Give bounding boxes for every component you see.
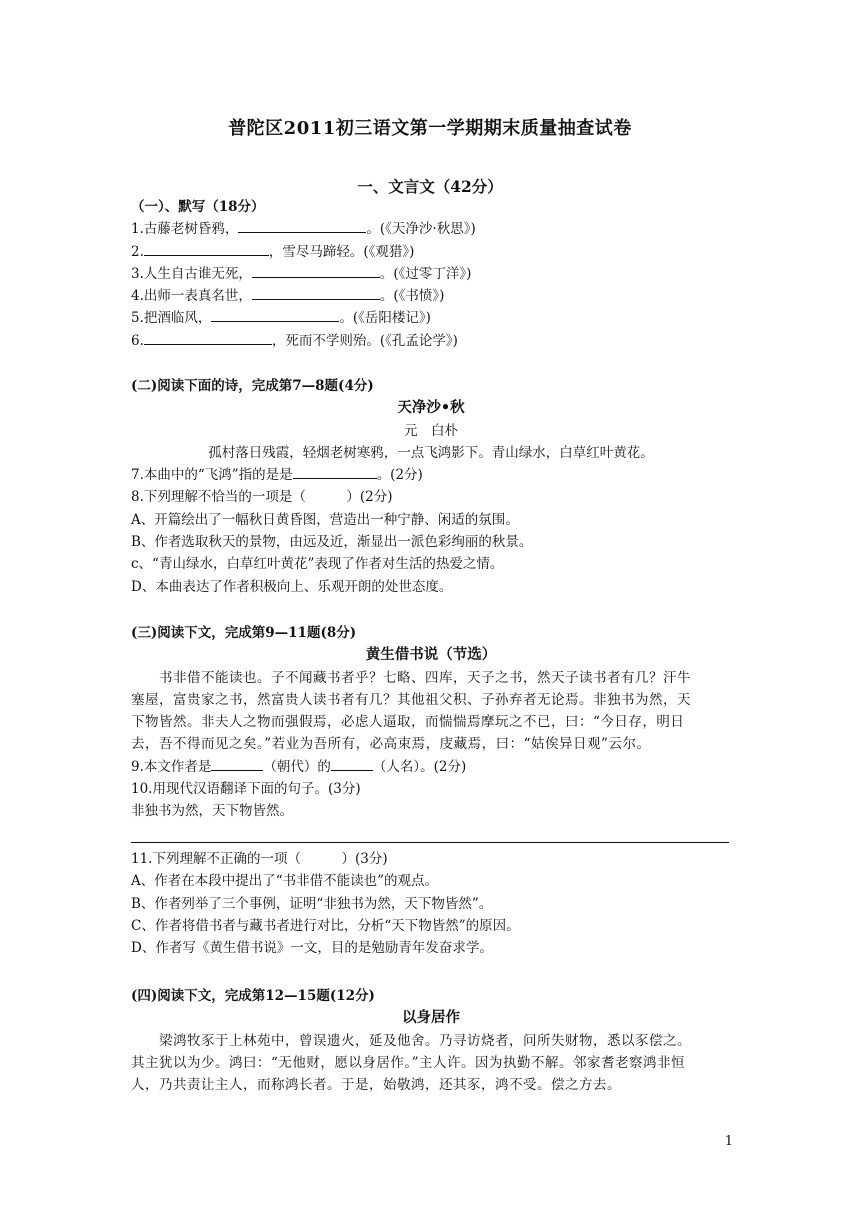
question-3: 3.人生自古谁无死， 。(《过零丁洋》)	[131, 263, 731, 285]
translation-sentence: 非独书为然，天下物皆然。	[131, 803, 293, 820]
question-1: 1.古藤老树昏鸦， 。(《天净沙·秋思》)	[131, 218, 731, 240]
part2-heading: (二)阅读下面的诗，完成第7—8题(4分)	[131, 378, 374, 394]
option-b: B、作者列举了三个事例，证明“非独书为然，天下物皆然”。	[131, 895, 493, 912]
passage-text	[131, 667, 731, 756]
part3-heading: (三)阅读下文，完成第9—11题(8分)	[131, 625, 357, 641]
document-title: 普陀区2011初三语文第一学期期末质量抽查试卷	[228, 118, 632, 139]
option-c: c、“青山绿水，白草红叶黄花”表现了作者对生活的热爱之情。	[131, 556, 504, 573]
answer-blank[interactable]	[293, 464, 377, 479]
part2-poem	[131, 375, 731, 598]
option-a: A、作者在本段中提出了“书非借不能读也”的观点。	[131, 873, 439, 890]
question-7: 7.本曲中的“飞鸿”指的是是 。(2分)	[131, 464, 731, 486]
passage-line: 人，乃共责让主人，而称鸿长者。于是，始敬鸿，还其豕，鸿不受。偿之方去。	[131, 1077, 621, 1094]
part1-dictation	[131, 196, 731, 352]
part3-question-11	[131, 848, 731, 959]
question-11: 11.下列理解不正确的一项（ ）(3分)	[131, 851, 388, 867]
passage-line: 去，吾不得而见之矣。”若业为吾所有，必高束焉，庋藏焉，曰：“姑俟异日观”云尔。	[131, 736, 651, 753]
passage-line: 其主犹以为少。鸿曰：“无他财，愿以身居作。”主人许。因为执勤不解。邻家耆老察鸿非恒	[131, 1054, 686, 1071]
poem-author: 元 白朴	[404, 422, 458, 439]
passage-title: 以身居作	[402, 1009, 460, 1027]
question-5: 5.把酒临风， 。(《岳阳楼记》)	[131, 307, 731, 329]
section-heading: 一、文言文（42分）	[357, 177, 503, 196]
page-number: 1	[724, 1134, 733, 1149]
question-8: 8.下列理解不恰当的一项是（ ）(2分)	[131, 489, 393, 506]
answer-line[interactable]	[131, 842, 729, 843]
question-9: 9.本文作者是 （朝代）的 （人名）。(2分)	[131, 756, 731, 778]
option-d: D、作者写《黄生借书说》一文，目的是勉励青年发奋求学。	[131, 940, 493, 957]
passage-line: 梁鸿牧豕于上林苑中，曾误遗火，延及他舍。乃寻访烧者，问所失财物，悉以豕偿之。	[159, 1032, 691, 1049]
question-10: 10.用现代汉语翻译下面的句子。(3分)	[131, 781, 361, 798]
answer-blank[interactable]	[252, 263, 380, 278]
part3-passage	[131, 622, 731, 823]
poem-title: 天净沙•秋	[397, 399, 465, 417]
answer-blank[interactable]	[211, 307, 339, 322]
poem-text: 孤村落日残霞，轻烟老树寒鸦，一点飞鸿影下。青山绿水，白草红叶黄花。	[208, 444, 654, 461]
part4-heading: (四)阅读下文，完成第12—15题(12分)	[131, 988, 375, 1004]
part1-heading: （一）、默写（18分）	[131, 199, 265, 215]
answer-blank[interactable]	[144, 330, 272, 345]
answer-blank[interactable]	[252, 285, 380, 300]
passage-line: 书非借不能读也。子不闻藏书者乎？七略、四库，天子之书，然天子读书者有几？汗牛	[159, 669, 691, 686]
question-2: 2. ，雪尽马蹄轻。(《观猎》)	[131, 241, 731, 263]
answer-blank[interactable]	[211, 756, 263, 771]
answer-blank[interactable]	[238, 218, 366, 233]
option-c: C、作者将借书者与藏书者进行对比，分析“天下物皆然”的原因。	[131, 917, 520, 934]
passage-line: 塞屋，富贵家之书，然富贵人读书者有几？其他祖父积、子孙弃者无论焉。非独书为然，天	[131, 691, 691, 708]
option-d: D、本曲表达了作者积极向上、乐观开朗的处世态度。	[131, 578, 453, 595]
answer-blank[interactable]	[144, 241, 269, 256]
answer-blank[interactable]	[331, 756, 373, 771]
option-b: B、作者选取秋天的景物，由远及近，渐显出一派色彩绚丽的秋景。	[131, 534, 533, 551]
question-6: 6. ，死而不学则殆。(《孔孟论学》)	[131, 330, 731, 352]
passage-title: 黄生借书说（节选）	[365, 646, 497, 664]
option-a: A、开篇绘出了一幅秋日黄昏图，营造出一种宁静、闲适的氛围。	[131, 511, 519, 528]
passage-text	[131, 1030, 731, 1097]
part4-passage	[131, 985, 731, 1096]
question-4: 4.出师一表真名世， 。(《书愤》)	[131, 285, 731, 307]
passage-line: 下物皆然。非夫人之物而强假焉，必虑人逼取，而惴惴焉摩玩之不已，曰：“今日存，明日	[131, 714, 685, 731]
